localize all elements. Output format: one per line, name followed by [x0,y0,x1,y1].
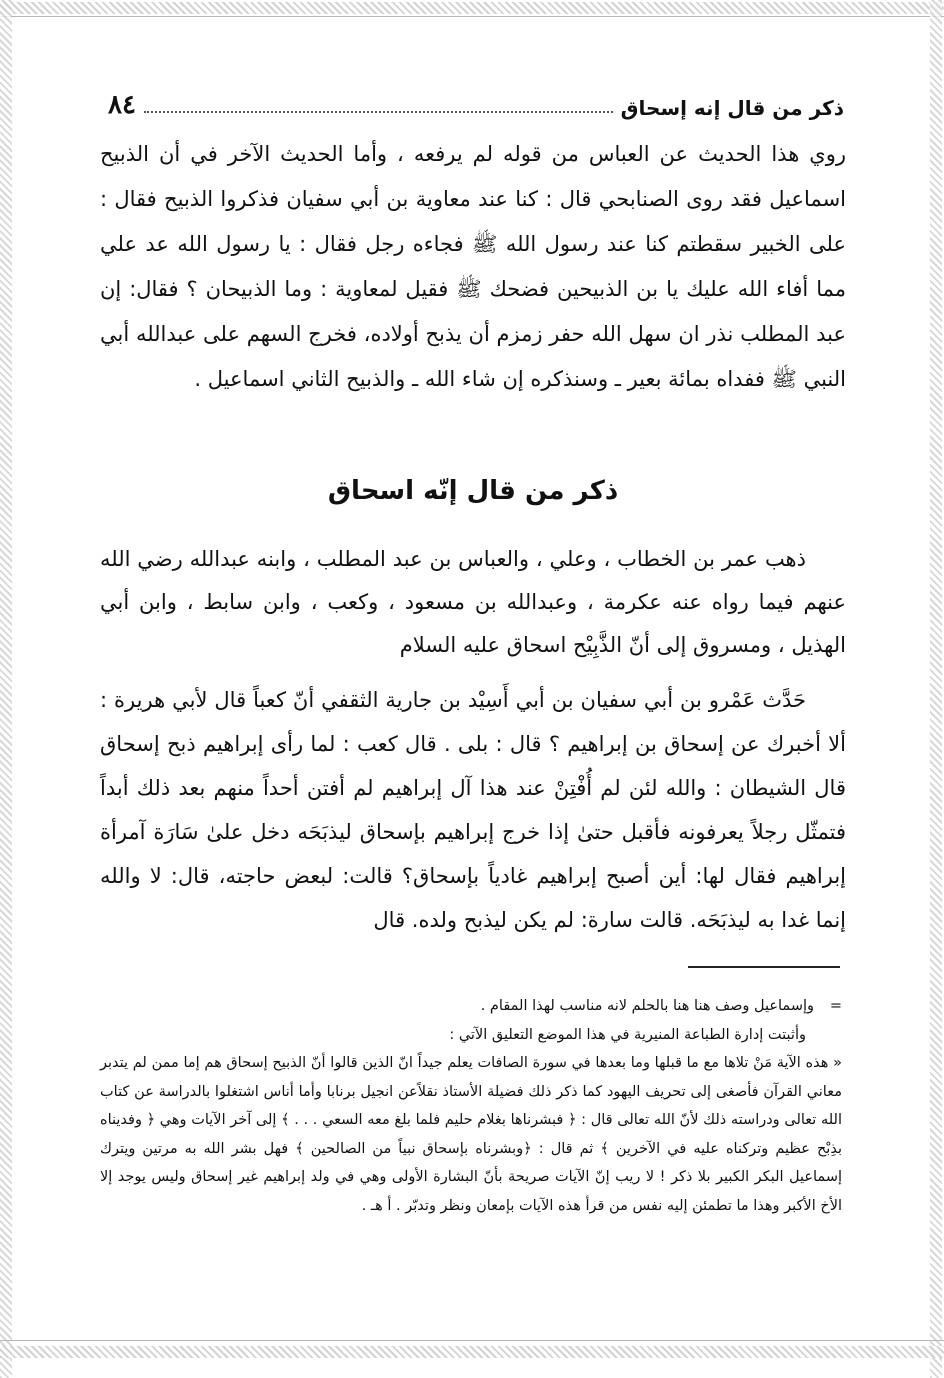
footnote-separator [688,966,840,968]
running-title: ذكر من قال إنه إسحاق [620,96,844,120]
page-header [108,80,844,120]
body-paragraph-2 [100,538,846,667]
paragraph-text: ذهب عمر بن الخطاب ، وعلي ، والعباس بن عبد المطلب ، وابنه عبدالله رضي الله عنهم فيما رواه عنه عكرمة ، وعبدالله بن مسعود ، وكعب ، وابن سابط ، وابن أبي الهذيل ، ومسروق إلى أنّ الذَّبِيْح اسحاق عليه السلام [100,547,846,657]
bottom-border-rule [0,1340,944,1341]
header-dotted-leader [144,111,613,113]
left-border-ornament [0,0,12,1378]
top-border-ornament [0,2,944,14]
footnote-quote: « هذه الآية مَنْ تلاها مع ما قبلها وما بعدها في سورة الصافات يعلم جيداً انّ الذين قالوا أنّ الذبيح إسحاق هم إما ممن لم يتدبر معاني القرآن فأصغى إلى تحريف اليهود كما ذكر ذلك فضيلة الأستاذ نقلاًعن انجيل برنابا وأما أناس اشتغلوا بالدراسة عن كتاب الله تعالى ودراسته ذلك لأنّ الله تعالى قال : ﴿ فبشرناها بغلام حليم فلما بلغ معه السعي . . . ﴾ إلى آخر الآيات وهي ﴿ وفديناه بذِبْح عظيم وتركناه عليه في الآخرين ﴾ ثم قال : ﴿وبشرناه بإسحاق نبياً من الصالحين ﴾ فهل بشر الله به مرتين ويترك إسماعيل البكر الكبير بلا ذكر ! لا ريب إنّ الآيات صريحة بأنّ البشارة الأولى وهي في ولد إبراهيم غير إسحاق وليس يوجد إلا الأخ الأكبر وهذا ما تطمئن إليه نفس من قرأ هذه الآيات بإمعان ونظر وتدبّر . أ هـ . [100,1055,842,1214]
footnote-line-1 [100,992,842,1021]
paragraph-text: روي هذا الحديث عن العباس من قوله لم يرفعه ، وأما الحديث الآخر في أن الذبيح اسماعيل فقد روى الصنابحي قال : كنا عند معاوية بن أبي سفيان فذكروا الذبيح فقال : على الخبير سقطتم كنا عند رسول الله ﷺ فجاءه رجل فقال : يا رسول الله عد علي مما أفاء الله عليك يا بن الذبيحين فضحك ﷺ فقيل لمعاوية : وما الذبيحان ؟ فقال: إن عبد المطلب نذر ان سهل الله حفر زمزم أن يذبح أولاده، فخرج السهم على عبدالله أبي النبي ﷺ ففداه بمائة بعير ـ وسنذكره إن شاء الله ـ والذبيح الثاني اسماعيل . [100,142,846,391]
footnotes [100,992,842,1220]
footnote-continuation-marker: = [829,998,842,1014]
paragraph-text: حَدَّث عَمْرو بن أبي سفيان بن أبي أَسِيْد بن جارية الثقفي أنّ كعباً قال لأبي هريرة : ألا أخبرك عن إسحاق بن إبراهيم ؟ قال : بلى . قال كعب : لما رأى إبراهيم ذبح إسحاق قال الشيطان : والله لئن لم أُفْتِنْ عند هذا آل إبراهيم لم أفتن أحداً منهم بعد ذلك أبداً فتمثّل رجلاً يعرفونه فأقبل حتىٰ إذا خرج إبراهيم بإسحاق ليذبَحَه دخل علىٰ سَارَة آمرأة إبراهيم فقال لها: أين أصبح إبراهيم غادياً بإسحاق؟ قالت: لبعض حاجته، قال: لا والله إنما غدا به ليذبَحَه. قالت سارة: لم يكن ليذبح ولده. قال [100,688,846,932]
top-border-rule [0,16,944,17]
section-heading: ذكر من قال إنّه اسحاق [327,476,619,506]
page-number: ٨٤ [108,90,136,120]
body-paragraph-3 [100,678,846,942]
body-paragraph-1 [100,132,846,402]
footnote-line-2: وأثبتت إدارة الطباعة المنيرية في هذا الموضع التعليق الآتي : [449,1026,806,1043]
bottom-border-ornament [0,1346,944,1358]
footnote-text: وإسماعيل وصف هنا هنا بالحلم لانه مناسب لهذا المقام . [480,998,814,1014]
right-border-ornament [930,0,942,1378]
